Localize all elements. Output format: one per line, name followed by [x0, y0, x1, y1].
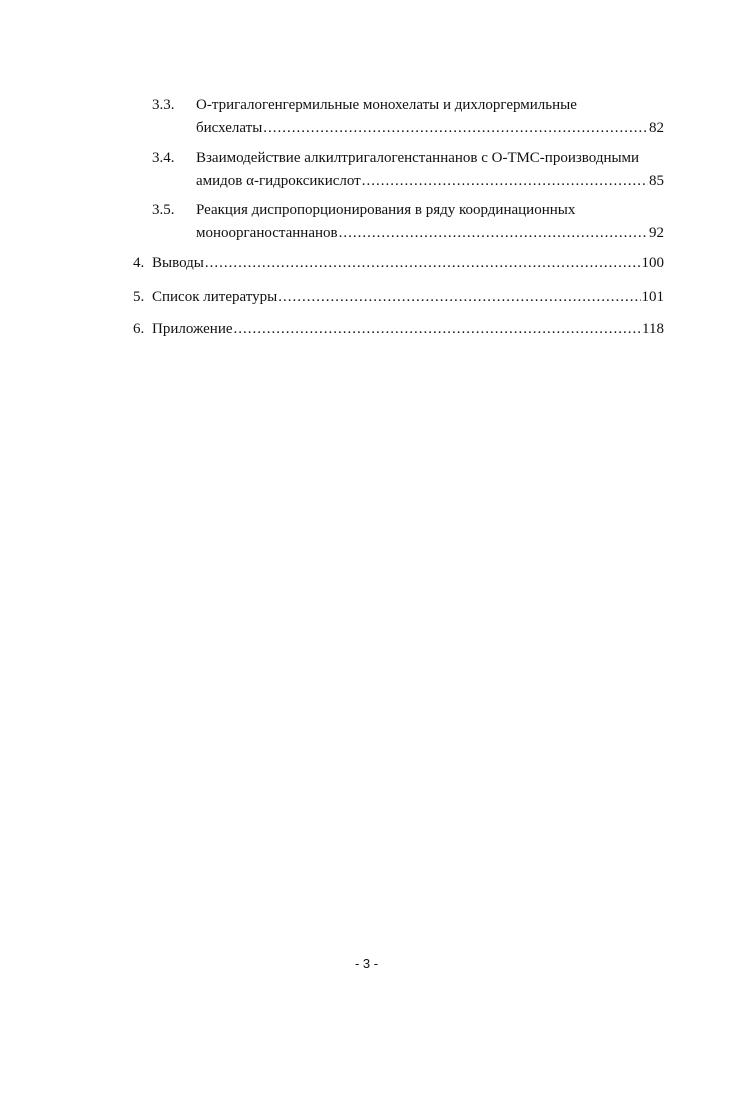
- toc-entry-number: 3.3.: [152, 97, 175, 113]
- dot-leader: [263, 117, 648, 139]
- dot-leader: [362, 170, 648, 192]
- toc-entry-title-line2: [196, 117, 664, 139]
- page-number: - 3 -: [354, 956, 379, 971]
- toc-entry-title-cont: бисхелаты: [196, 120, 263, 136]
- toc-entry-page: 82: [649, 120, 664, 136]
- toc-entry-number: 5.: [133, 289, 145, 305]
- toc-entry-title-line: [152, 252, 664, 274]
- toc-entry-title-cont: моноорганостаннанов: [196, 225, 338, 241]
- toc-entry-title-line2: [196, 170, 664, 192]
- toc-entry-title-cont: амидов α-гидроксикислот: [196, 173, 361, 189]
- dot-leader: [205, 252, 641, 274]
- toc-entry-title-line1: О-тригалогенгермильные монохелаты и дихлоргермильные: [196, 97, 577, 113]
- dot-leader: [339, 222, 648, 244]
- toc-entry-page: 92: [649, 225, 664, 241]
- toc-entry-number: 3.4.: [152, 150, 175, 166]
- toc-entry-number: 6.: [133, 321, 145, 337]
- toc-entry-title-line1: Взаимодействие алкилтригалогенстаннанов с О-ТМС-производными: [196, 150, 640, 166]
- toc-entry-title-line: [152, 318, 664, 340]
- toc-entry-page: 85: [649, 173, 664, 189]
- toc-entry-title-line2: [196, 222, 664, 244]
- toc-entry-title: Приложение: [152, 321, 233, 337]
- toc-entry-page: 118: [642, 321, 664, 337]
- dot-leader: [278, 286, 640, 308]
- toc-entry-title-line1: Реакция диспропорционирования в ряду координационных: [196, 202, 576, 218]
- dot-leader: [234, 318, 642, 340]
- toc-entry-number: 3.5.: [152, 202, 175, 218]
- toc-entry-title: Выводы: [152, 255, 204, 271]
- toc-entry-page: 101: [641, 289, 664, 305]
- toc-entry-title-line: [152, 286, 664, 308]
- toc-entry-page: 100: [641, 255, 664, 271]
- toc-entry-title: Список литературы: [152, 289, 278, 305]
- toc-entry-number: 4.: [133, 255, 145, 271]
